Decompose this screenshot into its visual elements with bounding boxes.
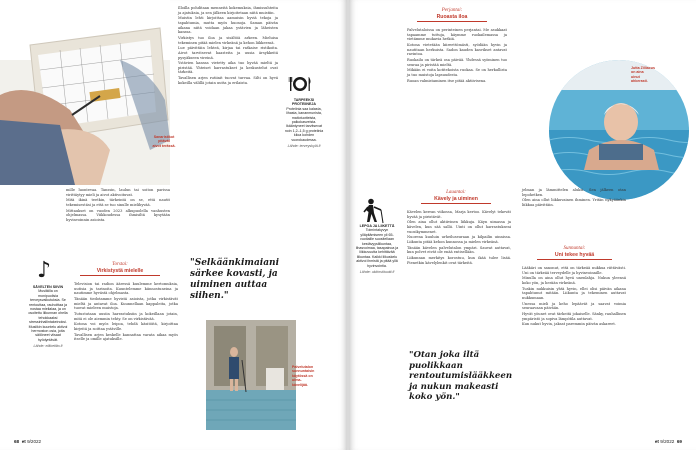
paragraph: Palvelutaloissa on perinteinen perjantai. Me asukkaat tapaamme tuttuja, käymme ruokailemassa ja vietämme mukavia hetkiä. [407,28,507,42]
paragraph: Tänään kävelen palvelutalon ympäri. Sauvat auttavat, kun polvet eivät ole enää entisellään. [407,245,511,255]
paragraph: Illoilla pohditaan menneitä kokemuksia, ihmissuhteita ja ajatuksia, ja sen jälkeen kirjoitetaan niitä muistiin. [178,6,278,15]
sidebar-source: Lähde: eläketilto.fi [33,344,63,349]
right-page [349,0,696,450]
heading-kicker: Sunnuntai: [563,246,586,251]
paragraph: Tavallisen arjen rutiinit tuovat turvaa. Silti on hyvä kokeilla välillä jotain uutta ja erilaista. [178,76,278,85]
heading-lauantai [421,190,491,204]
paragraph: Tänään tiedotamme hyvistä asioista, jotka virkistävät mieltä ja antavat iloa. Kuunnellaan kappaleita, jotka tuovat mieleen muistoja. [74,296,178,311]
heading-title: Virkistystä mielelle [80,268,160,276]
torstai-column [74,282,178,343]
caption-line: Sanaristikot [153,135,175,139]
caption-line: Jutta Zilliacus [631,66,655,70]
paragraph: Ruoan valmistaminen itse pitää aktiivisena. [407,78,487,83]
paragraph: Kotona vietetään kiireettömästi, syödään hyvin ja nautitaan herkuista. Sadon kauden kasvikset antavat ravintoa. [407,42,507,57]
heading-sunnuntai [537,246,612,260]
paragraph: mille luontevaa. Tanssin, laulun tai soiton parissa virittäytyy mieli ja aivot aktivoituvat. [66,188,170,197]
left-page [0,0,347,450]
paragraph: Lääkäri on sanonut, että on tärkeää nukkua riittävästi. Uni on tärkeää terveydelle ja hyvinvoinnille. [522,266,626,275]
caption-line: uima- [292,378,302,383]
pool-photo [206,320,296,430]
perjantai-column [407,28,507,84]
heading-title: Kävely ja uiminen [421,196,491,204]
protein-sidebar [284,98,324,148]
page-number: 68 [14,439,20,444]
rest-and-exercise-sidebar [354,224,400,274]
pull-quote-left: "Selkäänkimaiani särkee kovasti, ja uiminen auttaa siihen." [190,258,279,301]
sidebar-body: Musiikilla on monipuolisia terveysvaikutuksia. Se rentouttaa, rauhoittaa ja nostaa mielialaa, ja on osoitettu liikunnan ohella tehokkaaksi stressinhallintakeinoksi. Musiikin kuuntelu aktivoi hermoston osia, joita säilöneet viisaat hyödyntävät. [28,289,68,342]
paragraph: Muistin lehti kirjoittaa aamuisin hyviä tekoja ja tapahtumia, mutta myös huonoja. Saman päivän aikana niitä voidaan jakaa ystävien ja läheisten kanssa. [178,16,278,35]
paragraph: Tuskin nukkuisin yhtä hyvin, ellei olisi päivän aikana tapahtunut mitään. Liikunta ja tekeminen auttavat nukkumaan. [522,286,626,300]
paragraph: Ruokailu on tärkeä osa päivää. Yhdessä syöminen tuo seuraa ja piristää mieltä. [407,57,507,67]
paragraph: Virkistys tuo iloa ja sisältöä arkeen. Mieluisa tekeminen pitää mielen virkeänä ja kehon liikkeessä. [178,35,278,45]
paragraph: Nuorena kuuluin urheiluseuraan ja kilpailin uinnissa. Liikunta pitää kehon kunnossa ja mielen virkeänä. [407,235,511,244]
paragraph: Kävelen kerran viikossa, Marja kertoo. Kävelyt tekevät hyvää ja piristävät. [407,210,511,219]
caption-line: pitävät [158,139,170,144]
caption-line: kävelijää. [292,382,308,387]
paragraph: Minulla on aina ollut hyvä unenlahja. Nukun yleensä koko yön, ja herään virkeänä. [522,276,626,285]
page-folio-left [14,439,41,444]
heading-title: Ruoasta iloa [417,14,487,22]
sidebar-body: Proteiinia saa kalasta, lihasta, kananmunista, maitotuotteista, palkokasveista. Ikääntyneet tarvitsevat noin 1,2–1,5 g proteiinia kiloa kohden vuorokaudessa. [284,106,324,142]
caption-line: aivot terässä. [152,143,176,148]
sidebar-title: SÄVELTEN SIIVIN [32,285,64,289]
sidebar-source: Lähde: ukkinstituutti.fi [359,270,395,275]
caption-line: uinut [631,74,640,79]
paragraph: Olen aina ollut liikkuvainen ihminen. Yritän nykyäänkin liikkua päivittäin. [522,198,626,207]
paragraph: Olen aina ollut aktiivinen liikkuja. Käyn uimassa ja kävelen, kun sää sallii. Uinti on ollut harrastukseni vuosikymmenet. [407,220,511,234]
issue-number: 9/2022 [660,439,675,444]
body-column-2 [178,6,278,87]
paragraph: Unessa mieli ja keho lepäävät ja saavat voimia seuraavaan päivään. [522,301,626,311]
caption-line: käytössä on [292,373,313,378]
paragraph: Mikään ei voita kotitekoista ruokaa. Se on herkullista ja tuo muistoja lapsuudesta. [407,68,507,77]
paragraph: Ystävien kanssa vietetty aika tuo hyvää mieltä ja piristää. Yhteiset harrastukset ja keskustelut ovat tärkeitä. [178,61,278,75]
crossword-caption [134,135,194,148]
page-folio-right [655,439,682,444]
paragraph: Mitä ikinä teetkin, tärkeintä on se, että nautit tekemisestäsi ja että se tuo sinulle mielihyvää. [66,198,170,207]
paragraph: Lue päivittäin lehteä, kirjaa tai ratkaise ristikoita. Aivot tarvitsevat haasteita ja uusia ärsykkeitä pysyäkseen vireinä. [178,46,278,60]
music-sidebar [28,285,68,349]
issue-number: 9/2022 [27,439,42,444]
heading-kicker: Perjantai: [441,8,463,13]
sidebar-title: TARPEEKSI PROTEIINEJA [292,98,316,107]
paragraph: Mittaukset on vuoden 2023 alkupuolella vanhusten ohjelmassa. Viikkoudessa ihmisiltä kysytään hyvinvoinnin asioista. [66,208,170,222]
paragraph: Television tai radion ääressä kuulemme kertomuksia, uutisia ja tarinoita. Kuuntelemme kiinnostuneina ja nautimme hyvästä ohjelmasta. [74,282,178,296]
music-note-icon: ♪ [37,258,52,283]
sidebar-title: LEPOA JA LIIKETTÄ [359,224,395,228]
fork-knife-icon [288,74,312,98]
pool-caption [292,365,332,387]
paragraph: Kotona voi myös leipoa, tehdä käsitöitä, kirjoittaa kirjeitä ja soittaa ystäville. [74,322,178,331]
caption-line: on aina [631,70,644,75]
paragraph: Tutustutaan uusiin harrastuksiin ja kokeillaan jotain, mitä ei ole aiemmin tehty. Se on virkistävää. [74,311,178,321]
paragraph: Hyvät yöunet ovat tärkeitä jokaiselle. Sänky, rauhallinen ympäristö ja sopiva lämpötila auttavat. [522,312,626,321]
body-column-1 [66,188,170,224]
lauantai-column [407,210,511,266]
paragraph: Liikunnan merkitys korostuu, kun ikää tulee lisää. Pienetkin kävelylenkit ovat tärkeitä. [407,256,511,265]
heading-perjantai [417,8,487,22]
caption-line: Palvelutalon [292,365,314,369]
magazine-name: et [21,439,26,444]
caption-line: sunnuntaisin [292,369,315,374]
paragraph: jelman ja lämmittelen aluksi. Sen jälkeen otan lepohetken. [522,188,626,197]
caption-line: ahkerasti. [631,79,648,84]
paragraph: Kun nukut hyvin, jaksat paremmin päivän askareet. [522,322,617,327]
swimmer-caption [631,66,681,84]
sunnuntai-column [522,266,626,328]
page-number: 69 [676,439,682,444]
paragraph: Tavallisen arjen keskelle kannattaa varata aikaa myös itselle ja omille ajatuksille. [74,332,178,342]
heading-title: Uni tekee hyvää [537,252,612,260]
sidebar-source: Lähde: terveyskylä.fi [287,144,321,149]
magazine-name: et [654,439,659,444]
sidebar-body: Toimintakyvyn ylläpitämiseen yli 65-vuotiaille suositellaan kestävyysliikuntaa, lihasvoimaa, tasapainoa ja liikkuvuutta kehittävää liikuntaa. Kaikki liikuskelu aktivoi ihmistä ja pitää yllä hyvinvointia. [355,228,399,268]
heading-torstai [80,262,160,276]
pull-quote-right: "Otan joka iltä puolikkaan rentoutumislääkkeen ja nukun makeasti koko yön." [409,350,513,402]
heading-kicker: Torstai: [112,262,128,267]
body-column-right-top [522,188,626,209]
heading-kicker: Lauantai: [446,190,466,195]
crossword-photo [0,0,170,185]
